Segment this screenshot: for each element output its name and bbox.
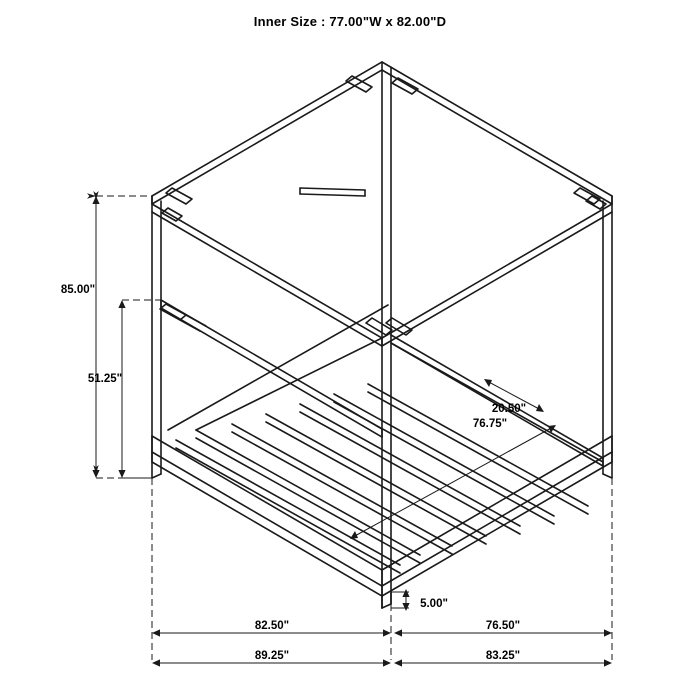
dim-width-left-outer: 89.25" <box>254 650 290 662</box>
dim-height-overall: 85.00" <box>60 284 96 296</box>
page-title: Inner Size : 77.00"W x 82.00"D <box>253 14 447 29</box>
dimension-lines <box>0 196 612 667</box>
dim-slat-spacing: 20.50" <box>491 403 527 415</box>
bed-frame-illustration <box>152 62 612 608</box>
dim-clearance: 5.00" <box>420 598 448 610</box>
dim-height-inner: 51.25" <box>87 373 123 385</box>
dim-slat-run: 76.75" <box>472 418 508 430</box>
dim-width-left-inner: 82.50" <box>254 620 290 632</box>
dimension-labels <box>61 284 526 662</box>
dim-width-right-outer: 83.25" <box>485 650 521 662</box>
dim-width-right-inner: 76.50" <box>485 620 521 632</box>
